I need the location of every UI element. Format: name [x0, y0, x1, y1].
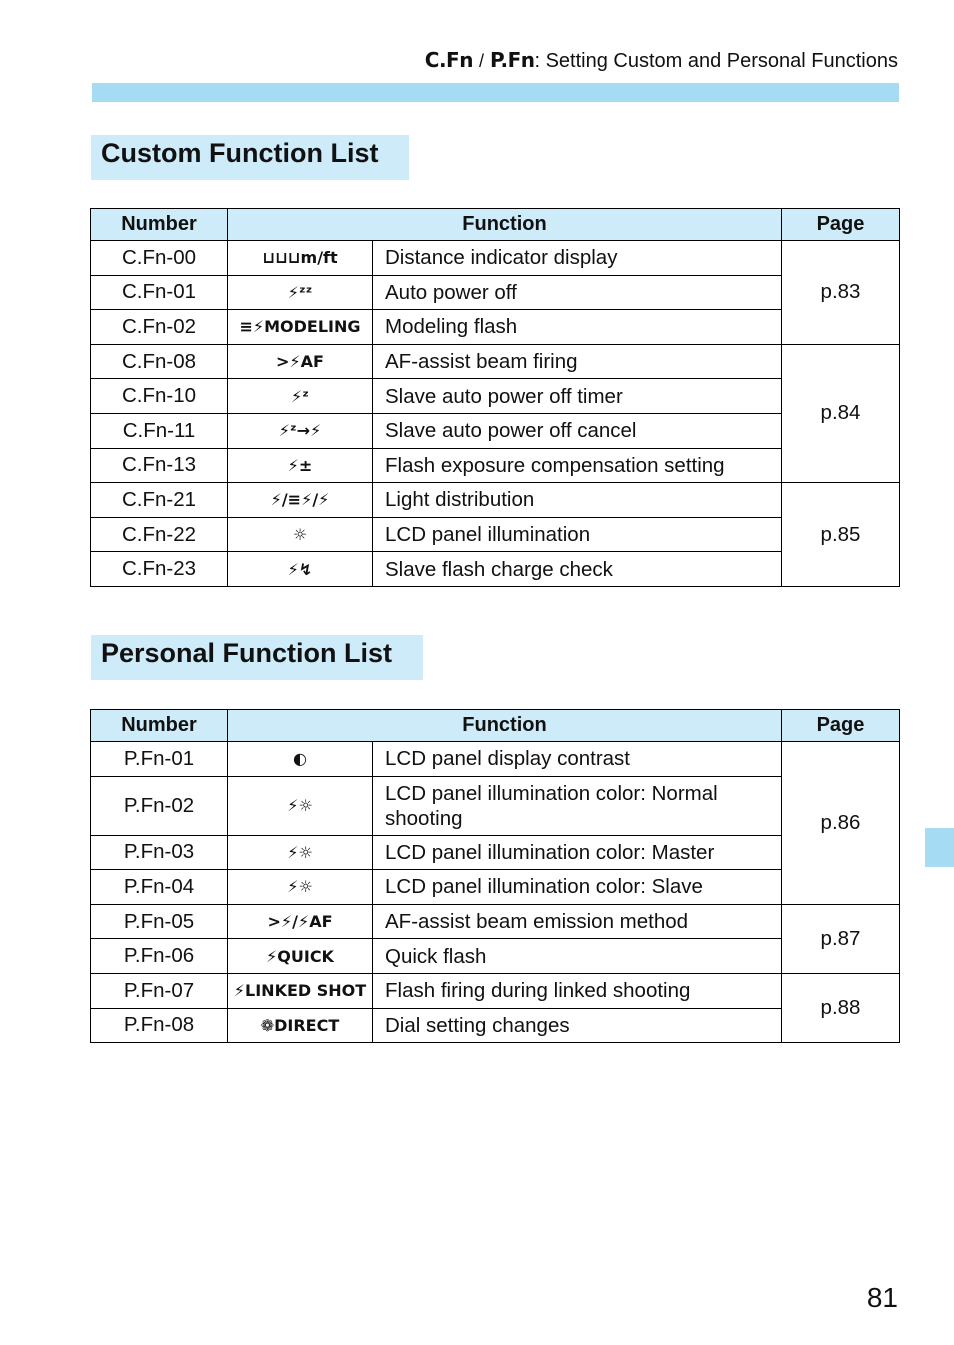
function-number: C.Fn-23 — [91, 552, 228, 587]
table-row — [91, 379, 900, 414]
column-header-page: Page — [782, 710, 900, 742]
function-number: P.Fn-07 — [91, 973, 228, 1008]
personal-function-table — [90, 709, 900, 1043]
table-header-row — [91, 710, 900, 742]
function-number: C.Fn-21 — [91, 483, 228, 518]
distance-indicator-icon: ⊔⊔⊔m/ft — [228, 241, 373, 276]
page-reference: p.86 — [782, 742, 900, 905]
function-description: Slave auto power off timer — [373, 379, 782, 414]
function-description: LCD panel illumination color: Slave — [373, 870, 782, 905]
custom-function-table — [90, 208, 900, 587]
function-number: C.Fn-22 — [91, 517, 228, 552]
custom-function-list-title: Custom Function List — [91, 135, 409, 180]
table-row — [91, 1008, 900, 1043]
contrast-icon: ◐ — [228, 742, 373, 777]
function-number: C.Fn-13 — [91, 448, 228, 483]
column-header-number: Number — [91, 209, 228, 241]
function-number: C.Fn-02 — [91, 310, 228, 345]
function-description: LCD panel display contrast — [373, 742, 782, 777]
table-row — [91, 483, 900, 518]
function-number: C.Fn-01 — [91, 275, 228, 310]
table-row — [91, 310, 900, 345]
page-reference: p.87 — [782, 904, 900, 973]
table-row — [91, 742, 900, 777]
page-number: 81 — [866, 1282, 898, 1313]
header-separator: / — [478, 51, 484, 71]
table-row — [91, 835, 900, 870]
function-number: C.Fn-00 — [91, 241, 228, 276]
function-description: AF-assist beam emission method — [373, 904, 782, 939]
table-row — [91, 870, 900, 905]
table-row — [91, 275, 900, 310]
table-row — [91, 517, 900, 552]
column-header-page: Page — [782, 209, 900, 241]
column-header-number: Number — [91, 710, 228, 742]
table-row — [91, 973, 900, 1008]
column-header-function: Function — [228, 209, 782, 241]
table-row — [91, 413, 900, 448]
page-reference: p.85 — [782, 483, 900, 587]
function-description: Dial setting changes — [373, 1008, 782, 1043]
page-reference: p.88 — [782, 973, 900, 1042]
function-number: C.Fn-08 — [91, 344, 228, 379]
function-description: Slave flash charge check — [373, 552, 782, 587]
page-reference: p.83 — [782, 241, 900, 345]
slave-power-off-cancel-icon: ⚡ᶻ→⚡ — [228, 413, 373, 448]
slave-illumination-icon: ⚡☼ — [228, 870, 373, 905]
function-description: Light distribution — [373, 483, 782, 518]
header-subtitle: : Setting Custom and Personal Functions — [534, 50, 898, 72]
function-description: Distance indicator display — [373, 241, 782, 276]
function-description: Modeling flash — [373, 310, 782, 345]
chapter-tab — [925, 828, 954, 867]
master-illumination-icon: ⚡☼ — [228, 835, 373, 870]
function-description: LCD panel illumination color: Normal shooting — [373, 776, 782, 835]
pfn-abbr: P.Fn — [489, 48, 535, 72]
table-row — [91, 939, 900, 974]
function-description: Flash exposure compensation setting — [373, 448, 782, 483]
af-assist-method-icon: >⚡/⚡AF — [228, 904, 373, 939]
function-description: LCD panel illumination — [373, 517, 782, 552]
function-description: Flash firing during linked shooting — [373, 973, 782, 1008]
illumination-icon: ☼ — [228, 517, 373, 552]
table-row — [91, 241, 900, 276]
function-number: P.Fn-06 — [91, 939, 228, 974]
function-number: P.Fn-03 — [91, 835, 228, 870]
table-row — [91, 344, 900, 379]
running-header — [425, 48, 898, 73]
function-number: P.Fn-02 — [91, 776, 228, 835]
personal-function-list-title: Personal Function List — [91, 635, 423, 680]
table-row — [91, 448, 900, 483]
quick-flash-icon: ⚡QUICK — [228, 939, 373, 974]
dial-direct-icon: ❁DIRECT — [228, 1008, 373, 1043]
table-row — [91, 776, 900, 835]
function-number: C.Fn-11 — [91, 413, 228, 448]
modeling-flash-icon: ≡⚡MODELING — [228, 310, 373, 345]
page-reference: p.84 — [782, 344, 900, 482]
table-row — [91, 904, 900, 939]
function-number: C.Fn-10 — [91, 379, 228, 414]
illumination-color-icon: ⚡☼ — [228, 776, 373, 835]
auto-power-off-icon: ⚡ᶻᶻ — [228, 275, 373, 310]
function-description: Auto power off — [373, 275, 782, 310]
slave-charge-check-icon: ⚡↯ — [228, 552, 373, 587]
header-bar — [92, 83, 899, 102]
function-number: P.Fn-08 — [91, 1008, 228, 1043]
function-description: Quick flash — [373, 939, 782, 974]
function-description: Slave auto power off cancel — [373, 413, 782, 448]
table-header-row — [91, 209, 900, 241]
af-assist-icon: >⚡AF — [228, 344, 373, 379]
function-number: P.Fn-05 — [91, 904, 228, 939]
cfn-abbr: C.Fn — [424, 48, 473, 72]
function-number: P.Fn-04 — [91, 870, 228, 905]
function-description: LCD panel illumination color: Master — [373, 835, 782, 870]
table-row — [91, 552, 900, 587]
function-description: AF-assist beam firing — [373, 344, 782, 379]
flash-compensation-icon: ⚡± — [228, 448, 373, 483]
slave-power-off-icon: ⚡ᶻ — [228, 379, 373, 414]
light-distribution-icon: ⚡/≡⚡/⚡ — [228, 483, 373, 518]
column-header-function: Function — [228, 710, 782, 742]
function-number: P.Fn-01 — [91, 742, 228, 777]
linked-shot-icon: ⚡LINKED SHOT — [228, 973, 373, 1008]
